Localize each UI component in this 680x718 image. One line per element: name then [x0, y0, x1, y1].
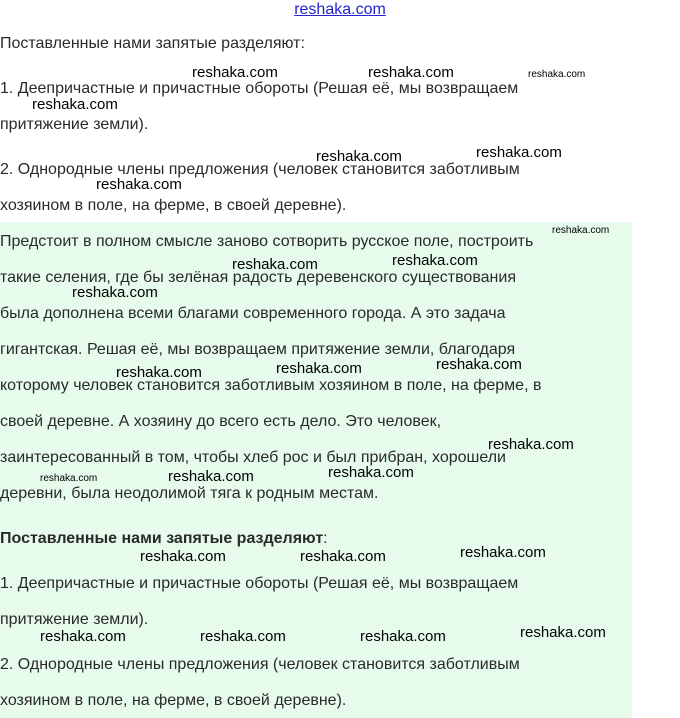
- watermark: reshaka.com: [528, 69, 586, 80]
- site-title-link[interactable]: reshaka.com: [294, 1, 386, 18]
- watermark: reshaka.com: [140, 548, 226, 565]
- watermark: reshaka.com: [476, 144, 562, 161]
- bottom-item2-line2: хозяином в поле, на ферме, в своей деревне).: [0, 692, 347, 709]
- passage-line-8: деревни, была неодолимой тяга к родным местам.: [0, 485, 379, 502]
- passage-line-2: такие селения, где бы зелёная радость деревенского существования: [0, 269, 516, 286]
- top-item1-line1: 1. Деепричастные и причастные обороты (Решая её, мы возвращаем: [0, 80, 519, 97]
- watermark: reshaka.com: [200, 628, 286, 645]
- bottom-item1-line2: притяжение земли).: [0, 611, 149, 628]
- top-item2-line1: 2. Однородные члены предложения (человек становится заботливым: [0, 161, 520, 178]
- watermark: reshaka.com: [392, 252, 478, 269]
- watermark: reshaka.com: [96, 176, 182, 193]
- top-item2-line2: хозяином в поле, на ферме, в своей деревне).: [0, 197, 347, 214]
- watermark: reshaka.com: [520, 624, 606, 641]
- watermark: reshaka.com: [552, 225, 610, 236]
- watermark: reshaka.com: [368, 64, 454, 81]
- top-heading: Поставленные нами запятые разделяют:: [0, 35, 305, 52]
- watermark: reshaka.com: [72, 284, 158, 301]
- watermark: reshaka.com: [116, 364, 202, 381]
- bottom-heading: Поставленные нами запятые разделяют:: [0, 530, 328, 547]
- bottom-item1-line1: 1. Деепричастные и причастные обороты (Решая её, мы возвращаем: [0, 575, 519, 592]
- passage-line-3: была дополнена всеми благами современного города. А это задача: [0, 305, 506, 322]
- watermark: reshaka.com: [40, 473, 98, 484]
- watermark: reshaka.com: [360, 628, 446, 645]
- watermark: reshaka.com: [168, 468, 254, 485]
- watermark: reshaka.com: [192, 64, 278, 81]
- watermark: reshaka.com: [32, 96, 118, 113]
- watermark: reshaka.com: [488, 436, 574, 453]
- watermark: reshaka.com: [300, 548, 386, 565]
- bottom-item2-line1: 2. Однородные члены предложения (человек становится заботливым: [0, 656, 520, 673]
- watermark: reshaka.com: [460, 544, 546, 561]
- passage-line-7: заинтересованный в том, чтобы хлеб рос и был прибран, хорошели: [0, 449, 506, 466]
- watermark: reshaka.com: [40, 628, 126, 645]
- passage-line-4: гигантская. Решая её, мы возвращаем притяжение земли, благодаря: [0, 341, 516, 358]
- watermark: reshaka.com: [232, 256, 318, 273]
- watermark: reshaka.com: [328, 464, 414, 481]
- passage-line-5: которому человек становится заботливым хозяином в поле, на ферме, в: [0, 377, 542, 394]
- watermark: reshaka.com: [316, 148, 402, 165]
- passage-line-1: Предстоит в полном смысле заново сотворить русское поле, построить: [0, 233, 534, 250]
- watermark: reshaka.com: [276, 360, 362, 377]
- watermark: reshaka.com: [436, 356, 522, 373]
- top-item1-line2: притяжение земли).: [0, 116, 149, 133]
- passage-line-6: своей деревне. А хозяину до всего есть дело. Это человек,: [0, 413, 442, 430]
